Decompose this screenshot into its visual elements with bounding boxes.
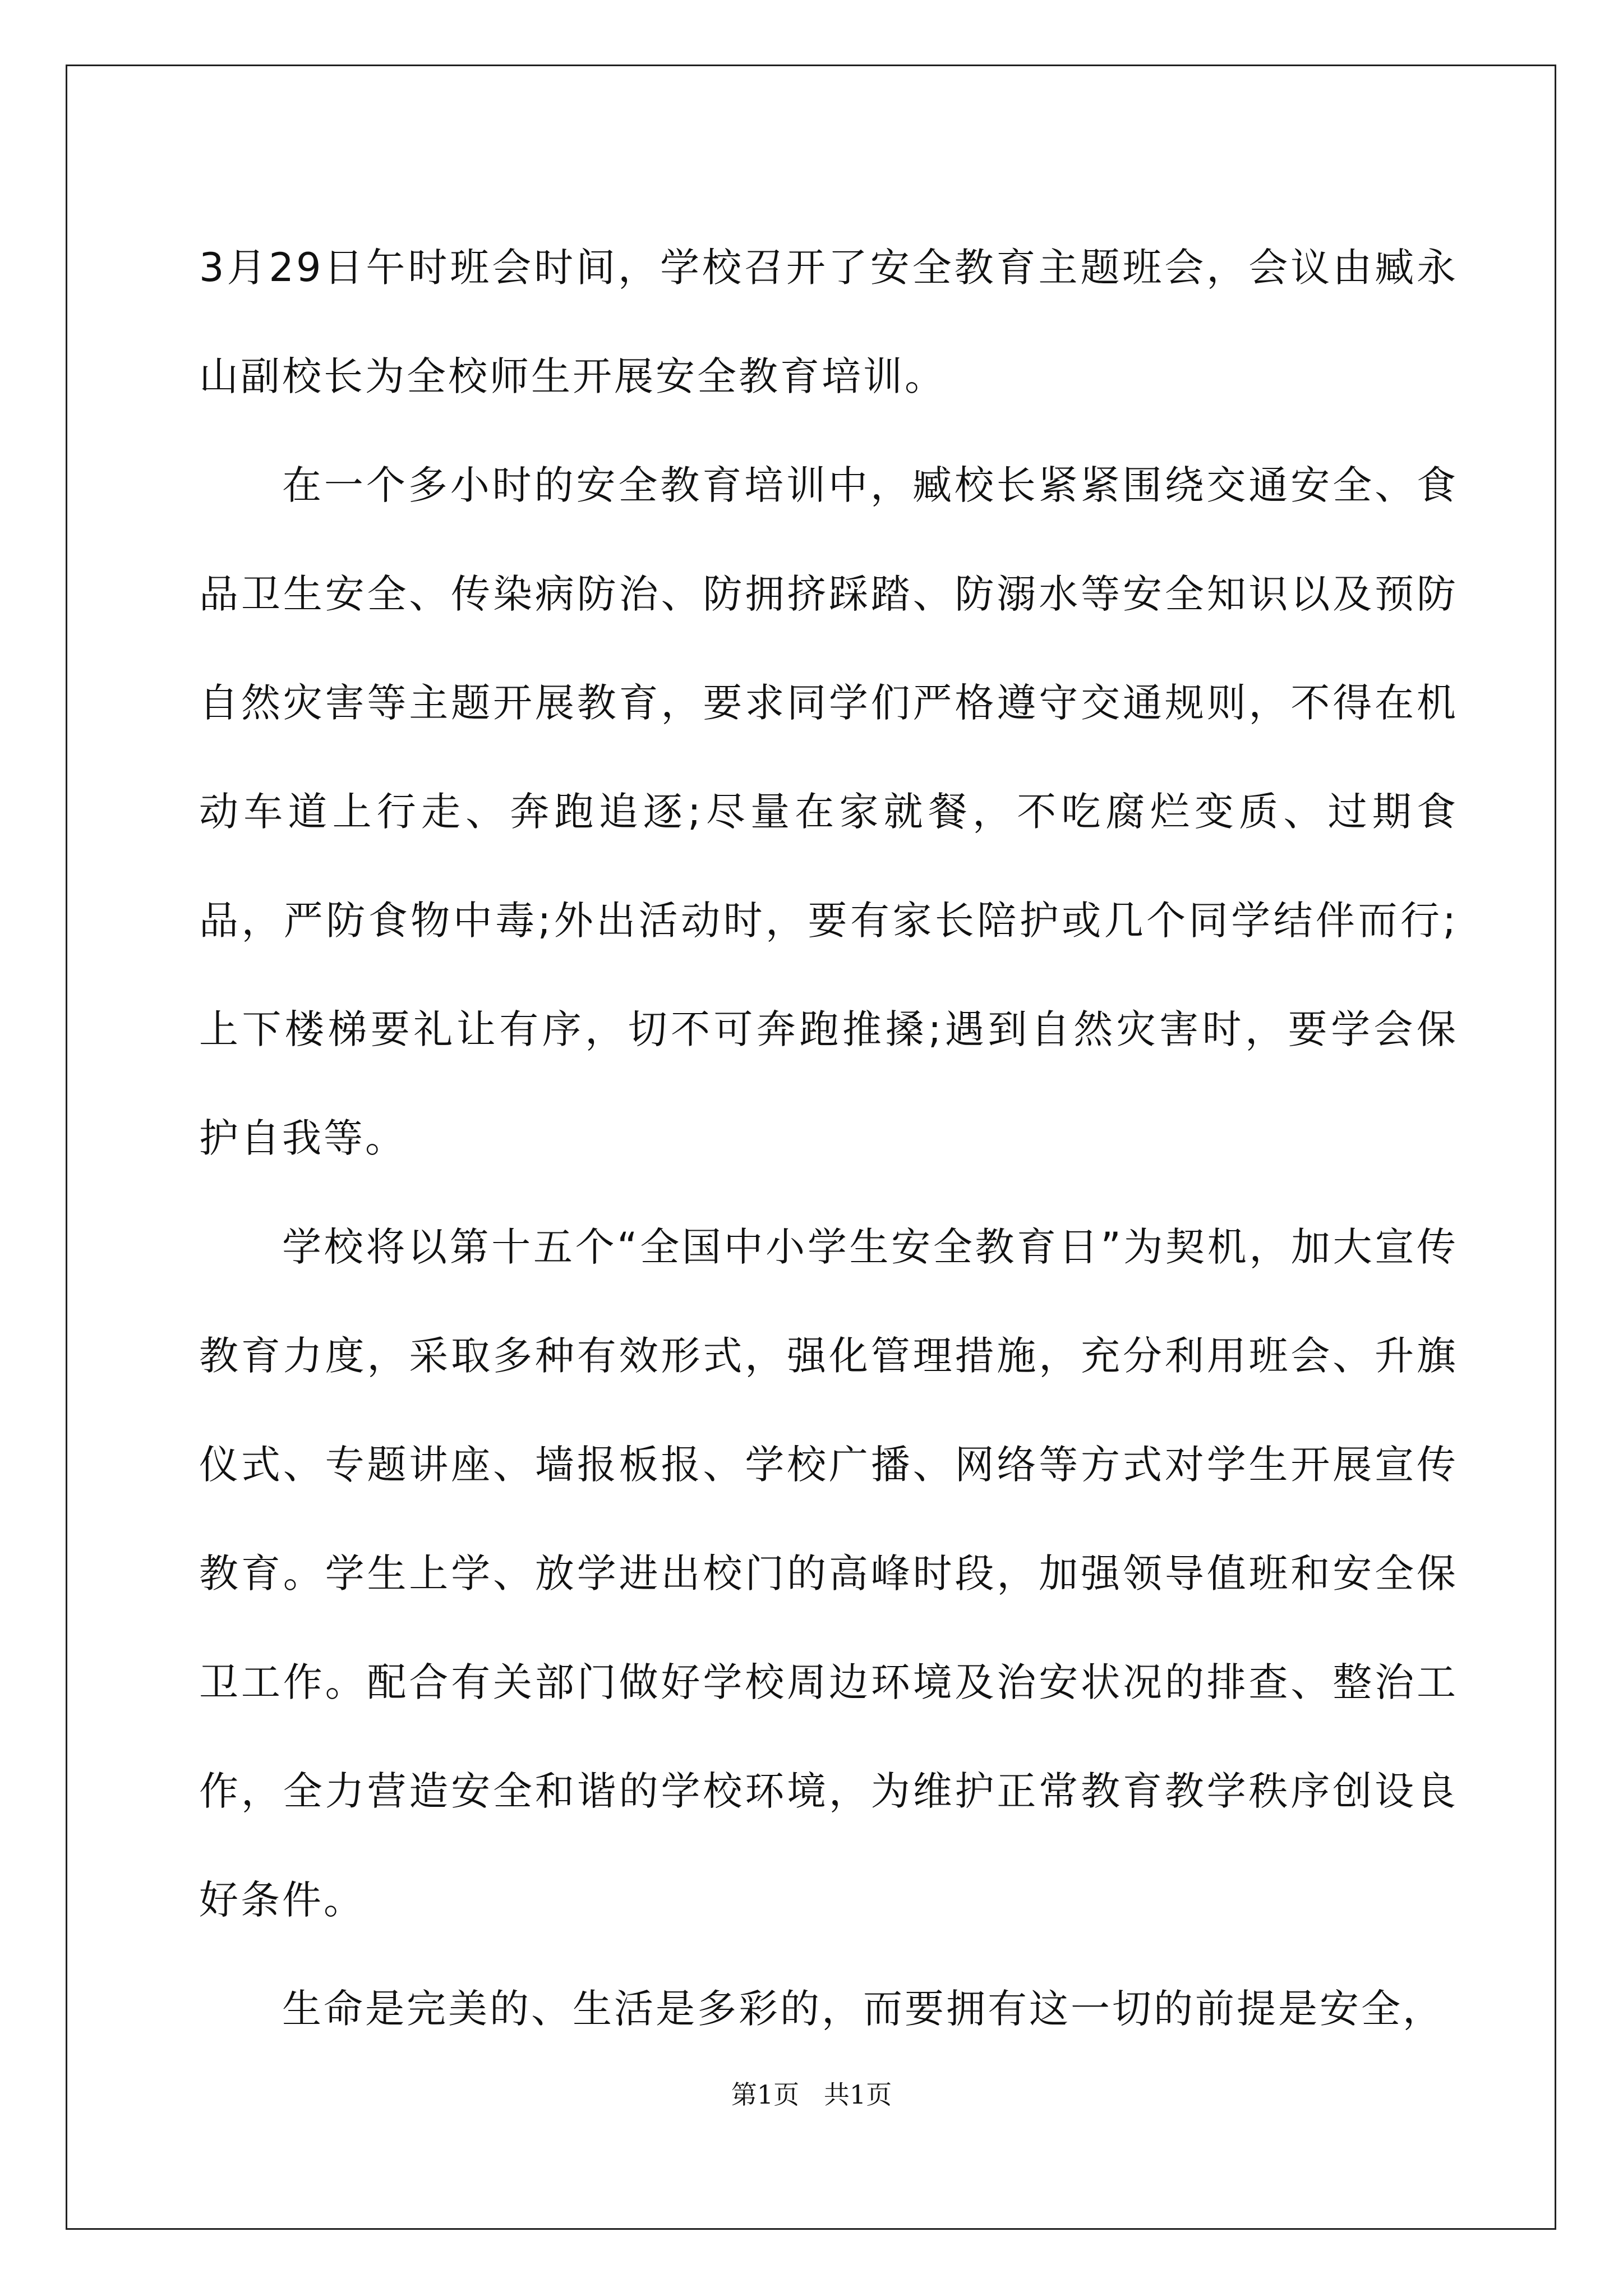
paragraph-2: 在一个多小时的安全教育培训中，臧校长紧紧围绕交通安全、食品卫生安全、传染病防治、防拥挤踩踏、防溺水等安全知识以及预防自然灾害等主题开展教育，要求同学们严格遵守交通规则，不得在机动车道上行走、奔跑追逐;尽量在家就餐，不吃腐烂变质、过期食品，严防食物中毒;外出活动时，要有家长陪护或几个同学结伴而行;上下楼梯要礼让有序，切不可奔跑推搡;遇到自然灾害时，要学会保护自我等。: [199, 462, 1458, 1161]
document-body: [199, 213, 1458, 2063]
paragraph-1: 3月29日午时班会时间，学校召开了安全教育主题班会，会议由臧永山副校长为全校师生开展安全教育培训。: [199, 245, 1458, 399]
paragraph-3: 学校将以第十五个“全国中小学生安全教育日”为契机，加大宣传教育力度，采取多种有效形式，强化管理措施，充分利用班会、升旗仪式、专题讲座、墙报板报、学校广播、网络等方式对学生开展宣传教育。学生上学、放学进出校门的高峰时段，加强领导值班和安全保卫工作。配合有关部门做好学校周边环境及治安状况的排查、整治工作，全力营造安全和谐的学校环境，为维护正常教育教学秩序创设良好条件。: [199, 1224, 1458, 1923]
page-number-footer: 第1页 共1页: [731, 2079, 892, 2110]
paragraph-4: 生命是完美的、生活是多彩的，而要拥有这一切的前提是安全，: [282, 1986, 1444, 2032]
